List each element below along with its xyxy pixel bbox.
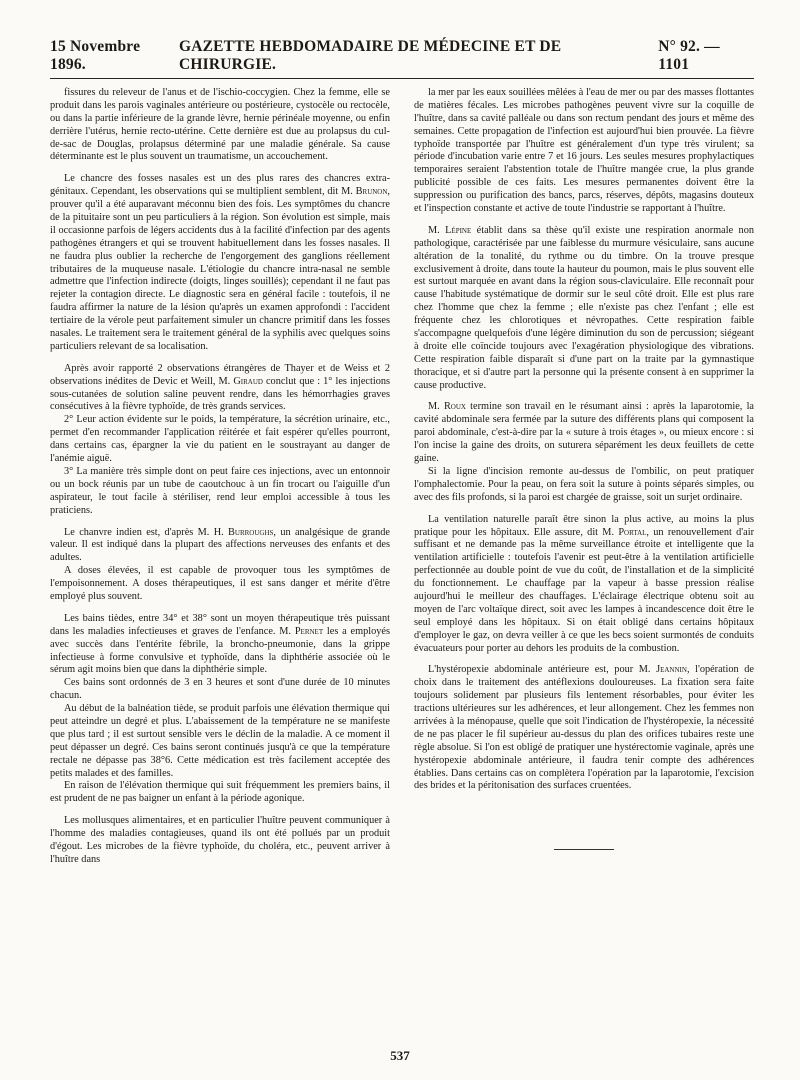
paragraph: Le chancre des fosses nasales est un des plus rares des chancres extra-génitaux. Cependant, les observations qui se multiplient semblent, dit M. Brunon, prouver qu'il a été auparavant méconnu bien des fois. Les symptômes du chancre de la pituitaire sont un peu particuliers à la région. Son évolution est simple, mais il occasionne parfois de légers accidents dus à la facilité d'infection par des agents pathogènes étrangers et qui se trouvent habituellement dans les fosses nasales. Il ne faudra plus oublier la recherche de l'engorgement des ganglions réellement tributaires de la muqueuse nasale. L'étiologie du chancre intra-nasal ne semble admettre que l'infection indirecte (doigts, linges souillés); cependant il ne faut pas rejeter la contagion directe. Le diagnostic sera en général facile : toutefois, il ne faudra affirmer la nature de la lésion qu'après un examen approfondi : l'accident tertiaire de la vérole peut parfaitement simuler un chancre primitif dans les fosses nasales. Le traitement sera le traitement général de la syphilis avec quelques soins particuliers relevant de sa localisation. bbox=[50, 173, 390, 352]
paragraph: M. Lépine établit dans sa thèse qu'il existe une respiration anormale non pathologique, caractérisée par une faiblesse du murmure vésiculaire, sans aucune altération de la tonalité, du rythme ou du timbre. On la trouve presque exclusivement à droite, dans toute la hauteur du poumon, mais le plus souvent elle est surtout marquée en avant dans la région sous-claviculaire. Elle reconnaît pour cause l'habitude systématique de dormir sur le seul côté droit. Elle est plus rare chez l'homme que chez la femme ; elle n'existe pas chez l'enfant ; elle est fréquente chez les chlorotiques et névropathes. Cette respiration faible s'accompagne quelquefois d'une légère diminution du son de percussion; siégeant à droite elle coïncide toujours avec l'exagération physiologique des vibrations. Cette respiration faible disparaît si d'une part on la traite par la gymnastique thoracique, et si d'autre part la personne qui la présente consent à en supprimer la cause productive. bbox=[414, 224, 754, 391]
author-name: Roux bbox=[443, 401, 466, 413]
paragraph: M. Roux termine son travail en le résumant ainsi : après la laparotomie, la cavité abdominale sera fermée par la suture des différents plans qui composent la paroi abdominale, c'est-à-dire par la « suture à trois étages », ou mieux encore : si l'on incise la gaine des droits, on suturera séparément les deux feuillets de cette gaine. bbox=[414, 401, 754, 465]
text-columns bbox=[50, 87, 754, 867]
paragraph: Le chanvre indien est, d'après M. H. Burroughs, un analgésique de grande valeur. Il est indiqué dans la plupart des affections nerveuses des enfants et des adultes. bbox=[50, 526, 390, 564]
paragraph: Si la ligne d'incision remonte au-dessus de l'ombilic, on peut pratiquer l'omphalectomie. Pour la peau, on fera soit la suture à points séparés simples, ou avec des fils profonds, si la paroi est chargée de graisse, soit un surjet ordinaire. bbox=[414, 465, 754, 503]
paragraph: Après avoir rapporté 2 observations étrangères de Thayer et de Weiss et 2 observations inédites de Devic et Weill, M. Giraud conclut que : 1° les injections sous-cutanées de solution saline peuvent rendre, dans les hémorrhagies graves consécutives à la fièvre typhoïde, de très grands services. bbox=[50, 362, 391, 413]
journal-title: GAZETTE HEBDOMADAIRE DE MÉDECINE ET DE CHIRURGIE. bbox=[178, 38, 562, 73]
paragraph: En raison de l'élévation thermique qui suit fréquemment les premiers bains, il est prudent de ne pas baigner un enfant à la période agonique. bbox=[50, 780, 390, 805]
paragraph: A doses élevées, il est capable de provoquer tous les symptômes de l'empoisonnement. A doses thérapeutiques, il est sans danger et mérite d'être employé plus souvent. bbox=[50, 565, 390, 602]
paragraph: 3° La manière très simple dont on peut faire ces injections, avec un entonnoir ou un bock réunis par un tube de caoutchouc à un fin trocart ou l'aiguille d'un aspirateur, le tout facile à stériliser, rend leur emploi accessible à tous les praticiens. bbox=[50, 465, 390, 516]
right-column bbox=[414, 87, 754, 867]
paragraph: La ventilation naturelle paraît être sinon la plus active, au moins la plus pratique pour les hôpitaux. Elle assure, dit M. Portal, un renouvellement d'air suffisant et ne demande pas la même surveillance étroite et intelligente que la ventilation artificielle : toutefois l'avenir est peut-être à la ventilation artificielle perfectionnée au double point de vue du coût, de l'installation et de la simplicité du fonctionnement. Le chauffage par la vapeur à basse pression réalise aujourd'hui le meilleur des chauffages. L'éclairage électrique obtenu soit au moyen de l'arc voltaïque direct, soit avec les lampes à incandescence doit être le seul employé dans les hôpitaux. Si on était obligé dans certains hôpitaux d'employer le gaz, on devra veiller à ce que les becs soient surmontés de conduits évacuateurs pour porter au dehors les produits de la combustion. bbox=[414, 513, 754, 654]
author-name: Jeannin bbox=[656, 664, 687, 676]
author-name: Portal bbox=[618, 526, 647, 538]
author-name: Lépine bbox=[445, 224, 472, 236]
paragraph: 2° Leur action évidente sur le poids, la température, la sécrétion urinaire, etc., permet d'en recommander l'application réitérée et fait espérer qu'elles pourront, dans certains cas, épargner la vie du patient en le soustrayant au danger de l'anémie aiguë. bbox=[50, 414, 390, 465]
author-name: Pernet bbox=[294, 625, 324, 637]
paragraph: Les mollusques alimentaires, et en particulier l'huître peuvent communiquer à l'homme des maladies contagieuses, quand ils ont été pollués par un produit d'égout. Les microbes de la fièvre typhoïde, du choléra, etc., peuvent arriver à l'huître dans bbox=[50, 815, 390, 865]
author-name: Brunon bbox=[355, 186, 388, 198]
paragraph: la mer par les eaux souillées mêlées à l'eau de mer ou par des masses flottantes de matières fécales. Les microbes pathogènes peuvent vivre sur la coquille de l'huître, dans sa cavité palléale ou dans son rectum pendant des jours et même des semaines. Cette propagation de l'infection est aujourd'hui bien prouvée. La fièvre typhoïde transportée par l'huître est généralement d'un type très virulent; sa période d'incubation varie entre 7 et 16 jours. Les seules mesures prophylactiques temporaires seraient l'abstention totale de l'huître mangée crue, la plus grande publicité possible de ces faits. Les mesures permanentes doivent être la suppression ou purification des bancs, parcs, réserves, dépôts, magasins douteux et l'inspection constante et active de toute l'industrie se rapportant à l'huître. bbox=[414, 87, 754, 215]
left-column bbox=[50, 87, 390, 867]
page-header bbox=[50, 38, 754, 79]
author-name: Burroughs bbox=[228, 526, 274, 538]
paragraph: L'hystéropexie abdominale antérieure est, pour M. Jeannin, l'opération de choix dans le traitement des antéflexions douloureuses. La fixation sera faite toujours solidement par plusieurs fils lentement résorbables, pour éviter les tractions ultérieures sur les adhérences, et leur allongement. Chez les femmes non arrivées à la ménopause, quelle que soit l'indication de l'hystéropexie, la nécessité de ne pas placer le fil supérieur au-dessus du plan des orifices tubaires reste une règle absolue. Si l'on est obligé de pratiquer une hystérectomie vaginale, après une hystéropexie abdominale antérieure, il faudra tenir compte des adhérences établies. Dans certains cas on complètera l'opération par la laparotomie, l'excision des brides et la péritonisation des surfaces cruentées. bbox=[414, 664, 755, 792]
paragraph: Les bains tièdes, entre 34° et 38° sont un moyen thérapeutique très puissant dans les maladies infectieuses et graves de l'enfance. M. Pernet les a employés avec succès dans l'entérite fébrile, la broncho-pneumonie, dans la grippe infectieuse à forme convulsive et typhoïde, dans la diphthérie associée où le sérum agit moins bien que dans la diphthérie simple. bbox=[50, 612, 390, 676]
section-divider bbox=[554, 849, 614, 850]
page-number: 537 bbox=[390, 1048, 410, 1063]
paragraph: fissures du releveur de l'anus et de l'ischio-coccygien. Chez la femme, elle se produit dans les parois vaginales antérieure ou postérieure, cystocèle ou rectocèle, ou dans la partie inférieure de la grande lèvre, hernie périnéale moyenne, ou enfin derrière l'utérus, hernie recto-utérine. Cette dernière est due au prolapsus du cul-de-sac de Douglas, prolapsus déterminé par une maladie générale. Sa cause déterminante est le plus souvent un traumatisme, un accouchement. bbox=[50, 87, 390, 163]
paragraph: Ces bains sont ordonnés de 3 en 3 heures et sont d'une durée de 10 minutes chacun. bbox=[50, 677, 390, 702]
paragraph: Au début de la balnéation tiède, se produit parfois une élévation thermique qui peut atteindre un degré et plus. L'abaissement de la température ne se manifeste que plus tard ; il est surtout sensible vers le déclin de la maladie. A ce moment il peut dépasser un degré. Ces bains seront continués jusqu'à ce que la température rectale ne dépasse pas 38°6. Cette médication est très facilement acceptée des petits malades et des familles. bbox=[50, 703, 390, 779]
header-date: 15 Novembre 1896. bbox=[50, 38, 141, 73]
issue-number: N° 92. — 1101 bbox=[658, 38, 720, 73]
author-name: Giraud bbox=[233, 375, 263, 387]
